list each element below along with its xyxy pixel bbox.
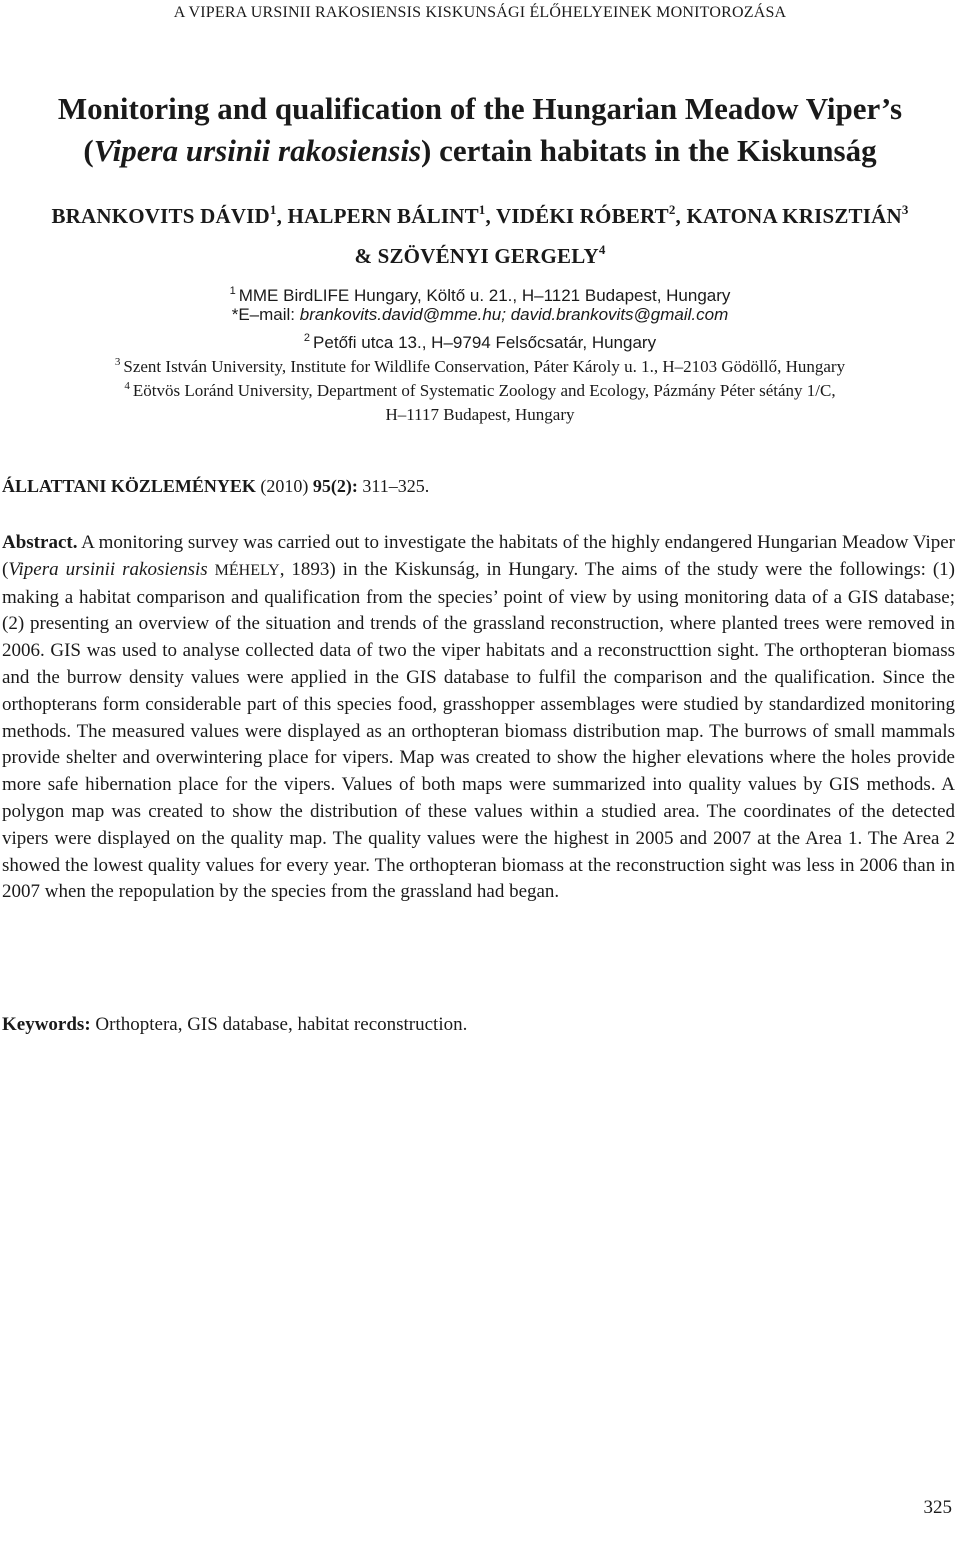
affiliation-text: Petőfi utca 13., H–9794 Felsőcsatár, Hungary [313,333,657,352]
author-line-1: BRANKOVITS DÁVID$^1$, HALPERN BÁLINT$^1$, VIDÉKI RÓBERT$^2$, KATONA KRISZTIÁN$^3$ [51,202,909,228]
abstract-text-2 [208,559,215,580]
abstract-text-1: A monitoring survey was carried out to investigate the habitats of the highly endangered Hungarian Meadow Viper ( [2,532,955,580]
title-line-2: (Vipera ursinii rakosiensis) certain habitats in the Kiskunság [83,133,877,168]
journal-name: ÁLLATTANI KÖZLEMÉNYEK [2,476,256,496]
author-affiliation-sup: 1 [478,202,486,217]
title-line-2-rest: ) certain habitats in the Kiskunság [421,133,877,168]
keywords-text: Orthoptera, GIS database, habitat reconstruction. [90,1014,468,1035]
author-list [0,193,960,273]
author-name: BRANKOVITS DÁVID [51,204,270,228]
abstract-author-name: MÉHELY [214,561,280,579]
affiliation-4-line-2: H–1117 Budapest, Hungary [385,405,575,424]
email-address-link[interactable]: brankovits.david@mme.hu; david.brankovits@gmail.com [299,305,729,324]
keywords-label: Keywords: [2,1014,91,1035]
abstract [2,530,955,906]
paper-title [0,88,960,172]
journal-issue: (2): [330,476,358,496]
affiliation-text: Eötvös Loránd University, Department of Systematic Zoology and Ecology, Pázmány Péter sétány 1/C, [132,381,836,400]
affiliation-4 [0,374,960,427]
affiliation-number: 4 [124,380,130,392]
journal-year: (2010) [255,476,313,496]
abstract-text-3: , 1893) in the Kiskunság, in Hungary. The aims of the study were the followings: (1) making a habitat comparison and qualification from the species’ point of view by using monitoring data of a GIS database; (2) presenting an overview of the situation and trends of the grassland reconstruction, where planted trees were removed in 2006. GIS was used to analyse collected data of two the viper habitats and a reconstructtion sight. The orthopteran biomass and the burrow density values were applied in the GIS database to fulfil the comparison and the qualification. Since the orthopterans form considerable part of this species food, grasshopper assemblages were studied by standardized monitoring methods. The measured values were displayed as an orthopteran biomass distribution map. The burrows of small mammals provide shelter and overwintering place for vipers. Map was created to show the higher elevations where the holes provide more safe hibernation place for the vipers. Values of both maps were summarized into quality values by GIS methods. A polygon map was created to show the distribution of these values within a studied area. The coordinates of the detected vipers were displayed on the quality map. The quality values were the highest in 2005 and 2007 at the Area 1. The Area 2 showed the lowest quality values for every year. The orthopteran biomass at the reconstruction sight was less in 2006 than in 2007 when the repopulation by the species from the grassland had began. [2,558,955,903]
affiliation-number: 3 [114,356,121,368]
author-affiliation-sup: 4 [598,242,606,257]
author-name: KATONA KRISZTIÁN [686,204,902,228]
affiliation-text: Szent István University, Institute for Wildlife Conservation, Páter Károly u. 1., H–2103 Gödöllő, Hungary [123,357,846,376]
journal-citation [2,476,429,497]
abstract-label: Abstract. [2,532,78,553]
author-name: SZÖVÉNYI GERGELY [377,244,599,268]
affiliation-number: 1 [229,285,236,297]
author-affiliation-sup: 2 [668,202,676,217]
page-number: 325 [923,1497,952,1518]
affiliation-4-line-1 [0,374,960,403]
author-affiliation-sup: 1 [269,202,277,217]
author-affiliation-sup: 3 [901,202,909,217]
affiliation-number: 2 [303,332,311,344]
email-label: *E–mail: [231,305,300,324]
affiliation-text: MME BirdLIFE Hungary, Költő u. 21., H–1121 Budapest, Hungary [238,286,731,305]
keywords [2,1014,467,1036]
journal-volume: 95 [312,476,331,496]
journal-pages: 311–325. [357,476,430,496]
running-header: A VIPERA URSINII RAKOSIENSIS KISKUNSÁGI ÉLŐHELYEINEK MONITOROZÁSA [173,4,787,21]
title-line-1: Monitoring and qualification of the Hungarian Meadow Viper’s [57,91,903,126]
author-name: HALPERN BÁLINT [287,204,479,228]
author-line-2: & SZÖVÉNYI GERGELY$^4$ [354,242,606,268]
author-name: VIDÉKI RÓBERT [496,204,669,228]
abstract-species-name: Vipera ursinii rakosiensis [8,558,208,580]
title-species-name: Vipera ursinii rakosiensis [93,133,422,168]
corresponding-email [0,303,960,327]
